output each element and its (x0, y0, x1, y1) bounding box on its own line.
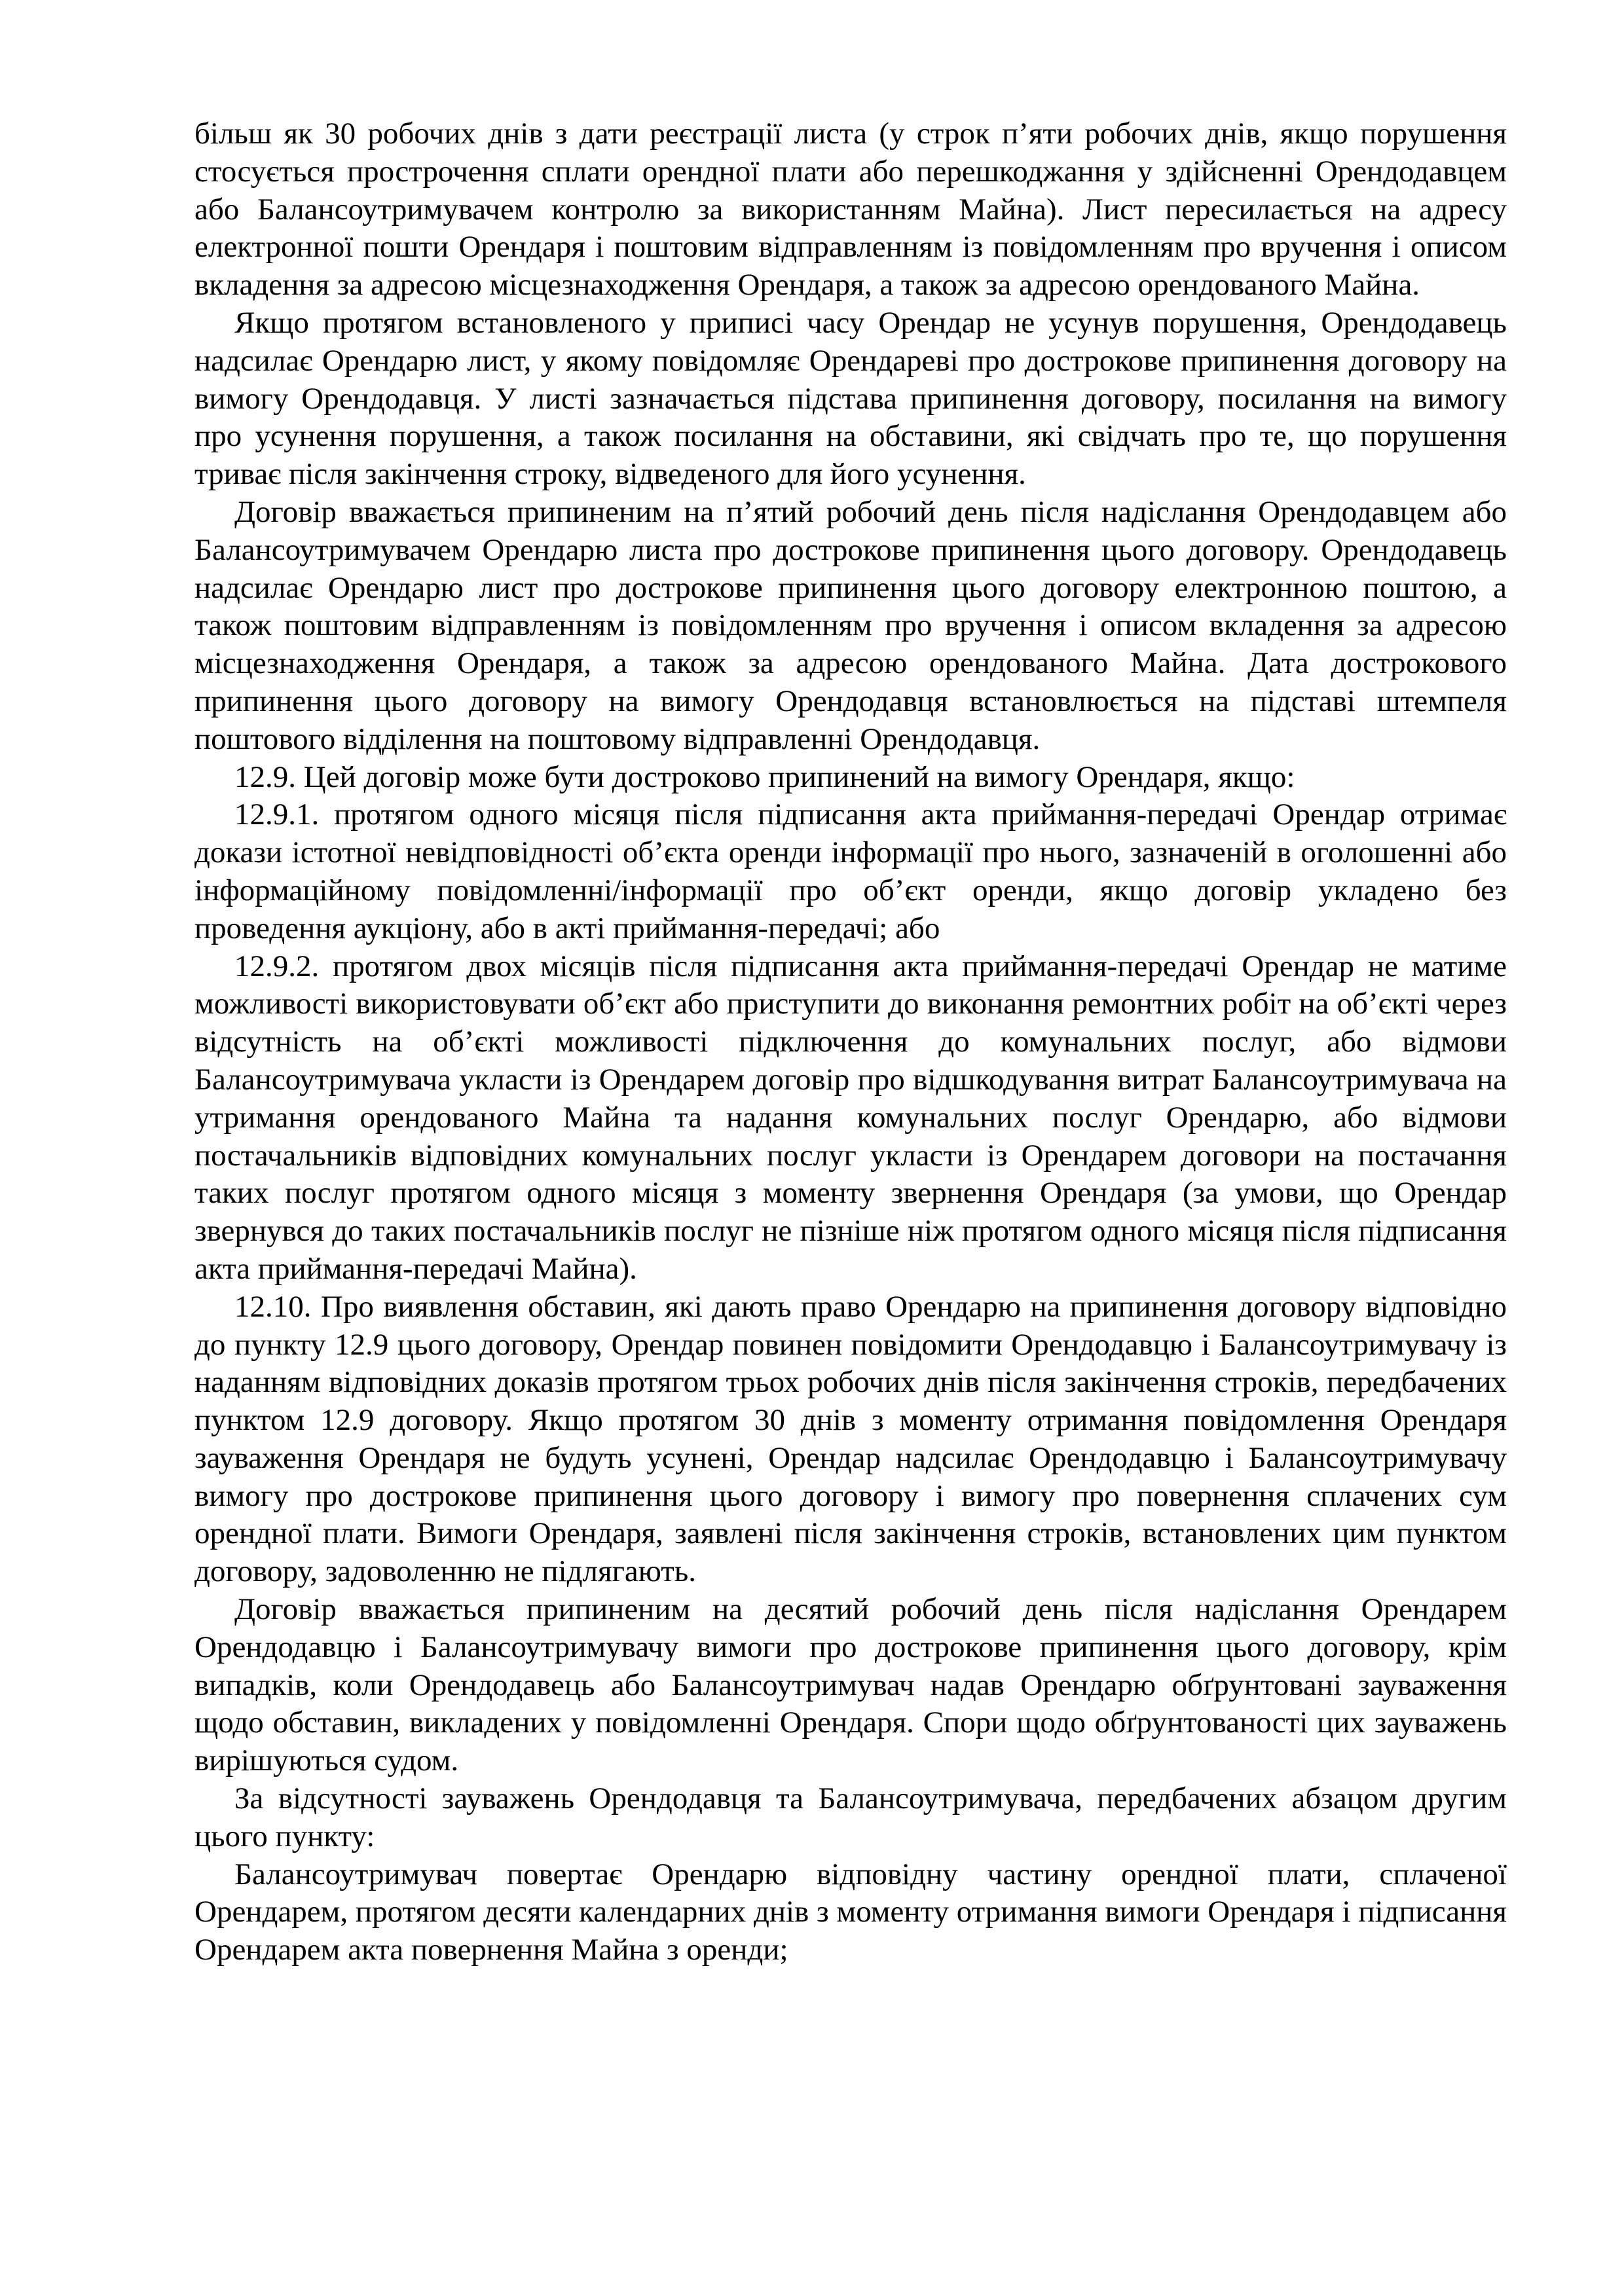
clause-12-9-2: 12.9.2. протягом двох місяців після підписання акта приймання-передачі Орендар не матиме можливості використовувати об’єкт або приступити до виконання ремонтних робіт на об’єкті через відсутність на об’єкті можливості підключення до комунальних послуг, або відмови Балансоутримувача укласти із Орендарем договір про відшкодування витрат Балансоутримувача на утримання орендованого Майна та надання комунальних послуг Орендарю, або відмови постачальників відповідних комунальних послуг укласти із Орендарем договори на постачання таких послуг протягом одного місяця з моменту звернення Орендаря (за умови, що Орендар звернувся до таких постачальників послуг не пізніше ніж протягом одного місяця після підписання акта приймання-передачі Майна). (194, 949, 1507, 1286)
paragraph-continuation: більш як 30 робочих днів з дати реєстрації листа (у строк п’яти робочих днів, якщо порушення стосується прострочення сплати орендної плати або перешкоджання у здійсненні Орендодавцем або Балансоутримувачем контролю за використанням Майна). Лист пересилається на адресу електронної пошти Орендаря і поштовим відправленням із повідомленням про вручення і описом вкладення за адресою місцезнаходження Орендаря, а також за адресою орендованого Майна. (194, 117, 1507, 302)
paragraph: Якщо протягом встановленого у приписі часу Орендар не усунув порушення, Орендодавець надсилає Орендарю лист, у якому повідомляє Орендареві про дострокове припинення договору на вимогу Орендодавця. У листі зазначається підстава припинення договору, посилання на вимогу про усунення порушення, а також посилання на обставини, які свідчать про те, що порушення триває після закінчення строку, відведеного для його усунення. (194, 305, 1507, 492)
paragraph: Балансоутримувач повертає Орендарю відповідну частину орендної плати, сплаченої Орендарем, протягом десяти календарних днів з моменту отримання вимоги Орендаря і підписання Орендарем акта повернення Майна з оренди; (194, 1857, 1507, 1967)
paragraph: За відсутності зауважень Орендодавця та Балансоутримувача, передбачених абзацом другим цього пункту: (194, 1781, 1507, 1853)
document-body (194, 115, 1507, 1969)
paragraph: Договір вважається припиненим на п’ятий робочий день після надіслання Орендодавцем або Балансоутримувачем Орендарю листа про дострокове припинення цього договору. Орендодавець надсилає Орендарю лист про дострокове припинення цього договору електронною поштою, а також поштовим відправленням із повідомленням про вручення і описом вкладення за адресою місцезнаходження Орендаря, а також за адресою орендованого Майна. Дата дострокового припинення цього договору на вимогу Орендодавця встановлюється на підставі штемпеля поштового відділення на поштовому відправленні Орендодавця. (194, 494, 1507, 756)
clause-12-9-1: 12.9.1. протягом одного місяця після підписання акта приймання-передачі Орендар отримає докази істотної невідповідності об’єкта оренди інформації про нього, зазначеній в оголошенні або інформаційному повідомленні/інформації про об’єкт оренди, якщо договір укладено без проведення аукціону, або в акті приймання-передачі; або (194, 797, 1507, 945)
clause-12-9: 12.9. Цей договір може бути достроково припинений на вимогу Орендаря, якщо: (234, 759, 1295, 794)
paragraph: Договір вважається припиненим на десятий робочий день після надіслання Орендарем Орендодавцю і Балансоутримувачу вимоги про дострокове припинення цього договору, крім випадків, коли Орендодавець або Балансоутримувач надав Орендарю обґрунтовані зауваження щодо обставин, викладених у повідомленні Орендаря. Спори щодо обґрунтованості цих зауважень вирішуються судом. (194, 1592, 1507, 1778)
clause-12-10: 12.10. Про виявлення обставин, які дають право Орендарю на припинення договору відповідно до пункту 12.9 цього договору, Орендар повинен повідомити Орендодавцю і Балансоутримувачу із наданням відповідних доказів протягом трьох робочих днів після закінчення строків, передбачених пунктом 12.9 договору. Якщо протягом 30 днів з моменту отримання повідомлення Орендаря зауваження Орендаря не будуть усунені, Орендар надсилає Орендодавцю і Балансоутримувачу вимогу про дострокове припинення цього договору і вимогу про повернення сплачених сум орендної плати. Вимоги Орендаря, заявлені після закінчення строків, встановлених цим пунктом договору, задоволенню не підлягають. (194, 1289, 1507, 1589)
